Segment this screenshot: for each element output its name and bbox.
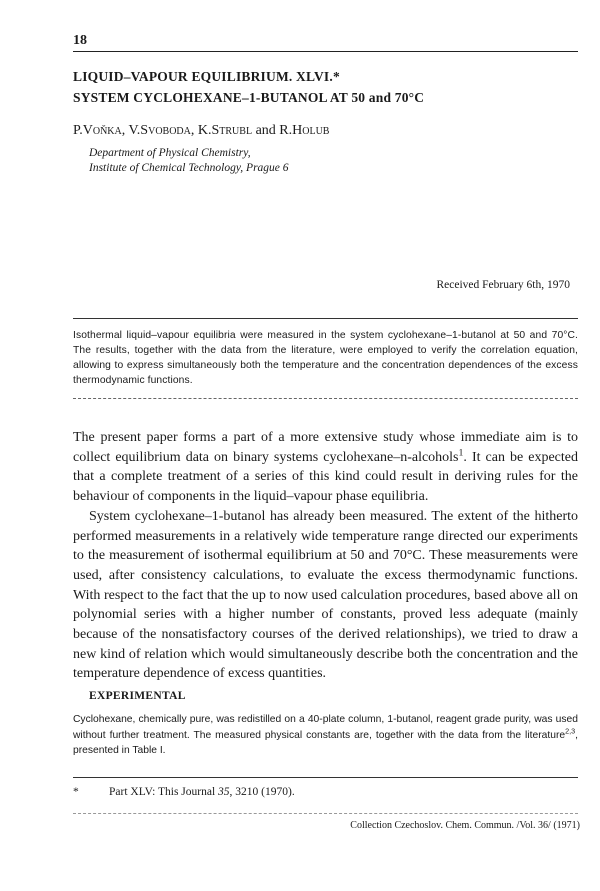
received-date: Received February 6th, 1970 <box>436 279 570 291</box>
footnote-rule <box>73 777 578 778</box>
author-4: R.Holub <box>279 123 330 138</box>
abstract-bottom-rule <box>73 398 578 399</box>
article-title <box>73 66 578 108</box>
journal-footer: Collection Czechoslov. Chem. Commun. /Vol. 36/ (1971) <box>350 820 580 831</box>
affiliation-line-1: Department of Physical Chemistry, <box>89 147 251 159</box>
body-text <box>73 428 578 684</box>
experimental-text: Cyclohexane, chemically pure, was redistilled on a 40-plate column, 1-butanol, reagent grade purity, was used without further treatment. The measured physical constants are, together with the data from the literature$^{2,3}$, presented in Table I. <box>73 714 578 756</box>
author-3: K.Strubl <box>197 123 253 138</box>
affiliation-line-2: Institute of Chemical Technology, Prague 6 <box>89 162 289 174</box>
author-2: V.Svoboda <box>128 123 191 138</box>
citation-2-3: 2,3 <box>565 726 576 736</box>
affiliation <box>89 146 289 176</box>
section-heading-experimental: EXPERIMENTAL <box>89 690 186 702</box>
footnote: * Part XLV: This Journal 35, 3210 (1970). <box>73 786 295 798</box>
footer-rule <box>73 813 578 814</box>
footnote-mark: * <box>73 786 79 798</box>
header-rule <box>73 51 578 52</box>
author-conjunction: and <box>255 123 276 138</box>
title-line-2: SYSTEM CYCLOHEXANE–1-BUTANOL AT 50 and 70°C <box>73 90 425 105</box>
abstract: Isothermal liquid–vapour equilibria were measured in the system cyclohexane–1-butanol at 50 and 70°C. The results, together with the data from the literature, were employed to verify the correlation equation, allowing to express simultaneously both the temperature and the concentration dependences of the excess thermodynamic functions. <box>73 330 578 386</box>
paragraph-1: The present paper forms a part of a more extensive study whose immediate aim is to collect equilibrium data on binary systems cyclohexane–n-alcohols$^1$. It can be expected that a complete treatment of a series of this kind could result in deriving rules for the behaviour of components in the liquid–vapour phase equilibria. <box>73 430 578 505</box>
author-list: P.Voňka, V.Svoboda, K.Strubl and R.Holub <box>73 123 330 138</box>
author-1: P.Voňka <box>73 123 122 138</box>
title-line-1: LIQUID–VAPOUR EQUILIBRIUM. XLVI.* <box>73 69 340 84</box>
page-number: 18 <box>73 33 87 48</box>
abstract-top-rule <box>73 318 578 319</box>
citation-1: 1 <box>458 447 464 459</box>
paragraph-2: System cyclohexane–1-butanol has already been measured. The extent of the hitherto performed measurements in a relatively wide temperature range directed our experiments to the measurement of isothermal equilibrium at 50 and 70°C. These measurements were used, after consistency calculations, to evaluate the excess thermodynamic functions. With respect to the fact that the up to now used calculation procedures, based above all on polynomial series with a higher number of constants, proved less adequate (mainly because of the nonsatisfactory courses of the derived relationships), we tried to draw a new kind of relation which would simultaneously describe both the concentration and the temperature dependence of excess quantities. <box>73 508 578 682</box>
footnote-volume: 35 <box>218 786 230 798</box>
